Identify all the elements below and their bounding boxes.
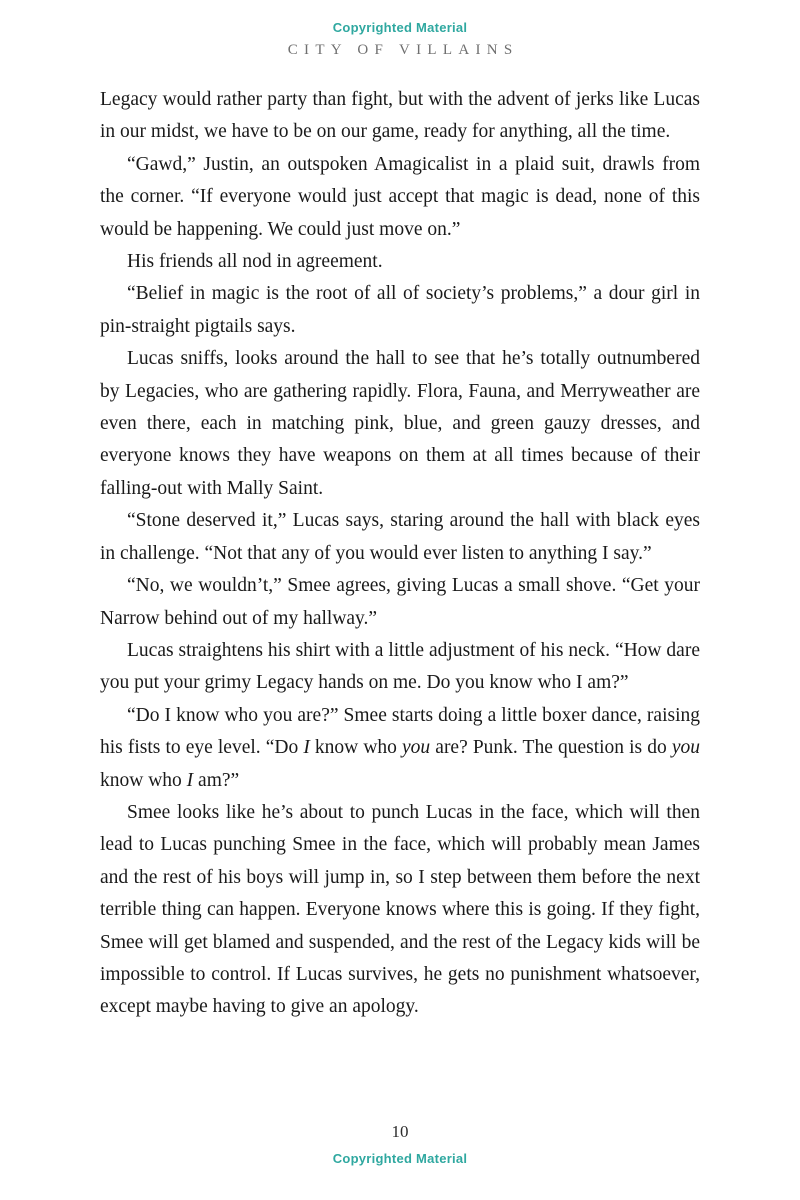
italic-text-run: you <box>671 737 700 759</box>
text-run: Smee looks like he’s about to punch Lucas in the face, which will then lead to Lucas punching Smee in the face, which will probably mean James and the rest of his boys will jump in, so I step between them before the next terrible thing can happen. Everyone knows where this is going. If they fight, Smee will get blamed and suspended, and the rest of the Legacy kids will be impossible to control. If Lucas survives, he gets no punishment whatsoever, except maybe having to give an apology. <box>100 801 700 1018</box>
body-paragraph <box>100 246 700 278</box>
text-run: “Do I know who you are?” Smee starts doing a little boxer dance, raising his fists to eye level. “Do <box>100 704 700 759</box>
top-copyright-notice: Copyrighted Material <box>332 20 468 35</box>
body-paragraph <box>100 505 700 570</box>
body-paragraph <box>100 84 700 149</box>
body-paragraph <box>100 797 700 1024</box>
page-footer <box>0 1122 800 1166</box>
italic-text-run: I <box>303 737 310 759</box>
text-run: Lucas sniffs, looks around the hall to see that he’s totally outnumbered by Legacies, who are gathering rapidly. Flora, Fauna, and Merryweather are even there, each in matching pink, blue, and green gauzy dresses, and everyone knows they have weapons on them at all times because of their falling-out with Mally Saint. <box>100 348 700 499</box>
page-header <box>0 20 800 59</box>
body-paragraph <box>100 700 700 797</box>
body-paragraph <box>100 278 700 343</box>
text-run: “Gawd,” Justin, an outspoken Amagicalist in a plaid suit, drawls from the corner. “If everyone would just accept that magic is dead, none of this would be happening. We could just move on.” <box>100 153 700 240</box>
text-run: “No, we wouldn’t,” Smee agrees, giving Lucas a small shove. “Get your Narrow behind out of my hallway.” <box>100 575 700 629</box>
text-run: know who <box>100 769 187 791</box>
body-paragraph <box>100 149 700 246</box>
bottom-copyright-notice: Copyrighted Material <box>332 1151 468 1166</box>
italic-text-run: I <box>186 769 194 791</box>
text-run: His friends all nod in agreement. <box>127 251 383 273</box>
body-text <box>100 84 700 1024</box>
body-paragraph <box>100 343 700 505</box>
text-run: are? Punk. The question is do <box>430 737 672 759</box>
text-run: am?” <box>193 769 240 791</box>
page-number: 10 <box>391 1122 409 1141</box>
text-run: “Stone deserved it,” Lucas says, staring around the hall with black eyes in challenge. “Not that any of you would ever listen to anything I say.” <box>100 510 700 564</box>
running-head-book-title: CITY OF VILLAINS <box>287 42 519 58</box>
text-run: know who <box>309 737 403 759</box>
body-paragraph <box>100 635 700 700</box>
text-run: “Belief in magic is the root of all of society’s problems,” a dour girl in pin-straight pigtails says. <box>100 283 700 337</box>
italic-text-run: you <box>402 737 431 759</box>
body-paragraph <box>100 570 700 635</box>
text-run: Lucas straightens his shirt with a little adjustment of his neck. “How dare you put your grimy Legacy hands on me. Do you know who I am?” <box>100 639 700 694</box>
text-run: Legacy would rather party than fight, but with the advent of jerks like Lucas in our midst, we have to be on our game, ready for anything, all the time. <box>100 89 700 143</box>
